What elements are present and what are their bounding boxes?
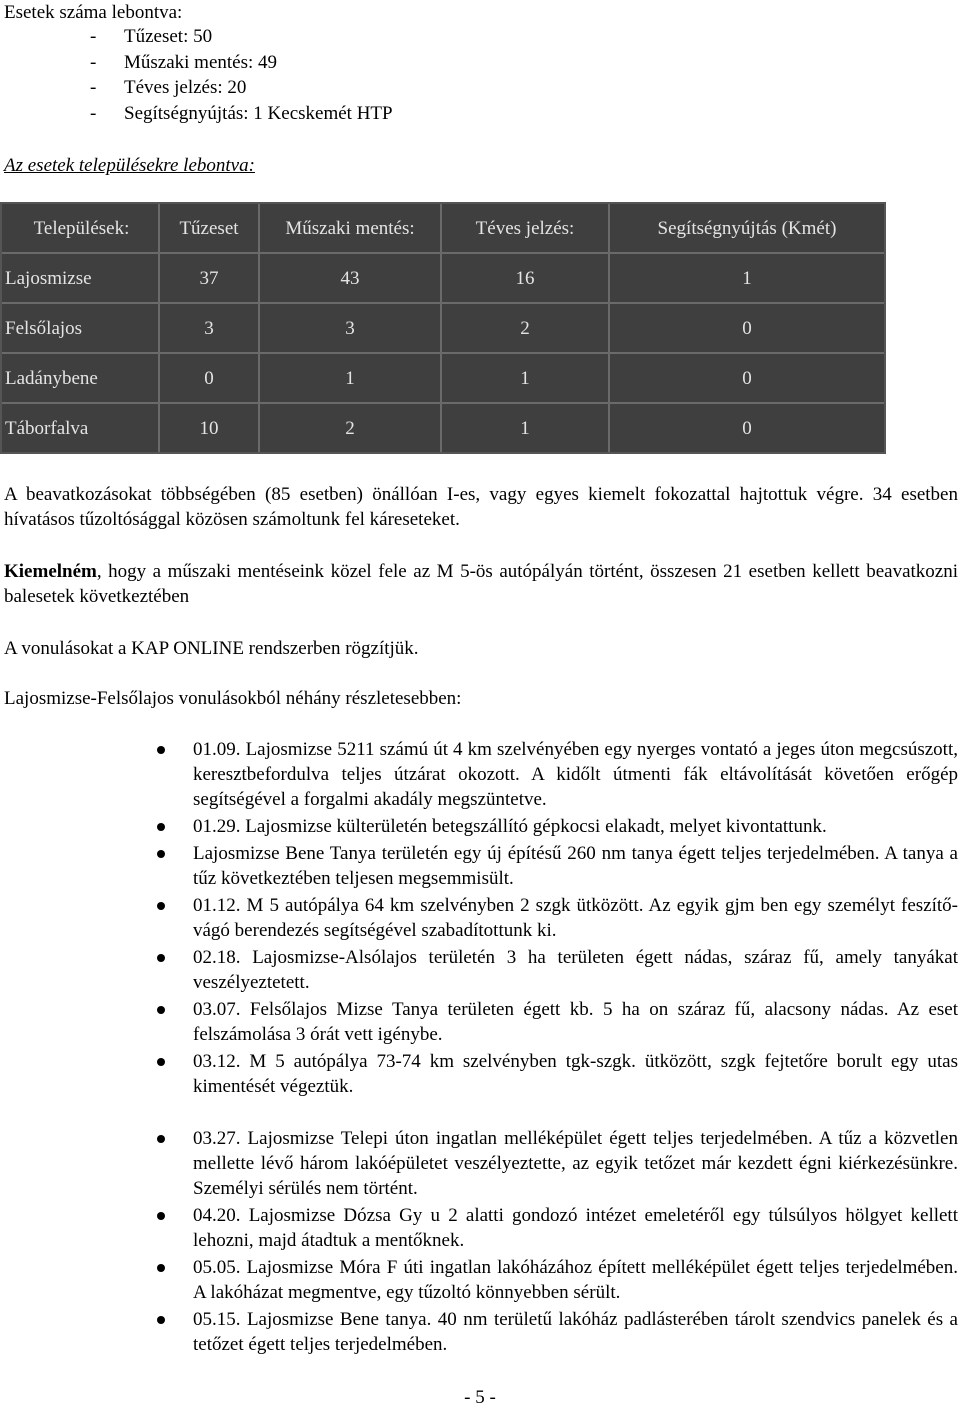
event-text: 01.12. M 5 autópálya 64 km szelvényben 2 szgk ütközött. Az egyik gjm ben egy személyt feszítő-vágó berendezés segítségével szabadítottunk ki. [193, 895, 958, 941]
list-item [0, 1049, 958, 1099]
dash-marker: - [90, 51, 97, 73]
list-item [0, 1255, 958, 1305]
event-text: 03.27. Lajosmizse Telepi úton ingatlan melléképület égett teljes terjedelmében. A tűz a közvetlen mellette lévő három lakóépületet veszélyeztette, az egyik tetőzet már kezdett égni kiérkezésünkre. Személyi sérülés nem történt. [193, 1128, 958, 1199]
case-breakdown-list [90, 24, 393, 126]
table-cell: 0 [160, 354, 260, 404]
table-cell: 3 [260, 304, 442, 354]
dash-marker: - [90, 77, 97, 98]
details-intro: Lajosmizse-Felsőlajos vonulásokból néhány részletesebben: [4, 688, 462, 709]
table-header-cell: Téves jelzés: [442, 204, 610, 254]
list-item [90, 101, 393, 127]
bullet-icon [157, 823, 165, 831]
list-item [90, 75, 393, 101]
registry-paragraph: A vonulásokat a KAP ONLINE rendszerben rögzítjük. [4, 638, 419, 659]
list-item [90, 24, 393, 50]
table-cell: 1 [442, 404, 610, 452]
table-row [2, 254, 884, 304]
table-header-cell: Segítségnyújtás (Kmét) [610, 204, 884, 254]
table-cell: 43 [260, 254, 442, 304]
bullet-icon [157, 1316, 165, 1324]
highlight-word: Kiemelném [4, 561, 97, 582]
table-cell: Lajosmizse [2, 254, 160, 304]
table-header-cell: Műszaki mentés: [260, 204, 442, 254]
event-text: 03.12. M 5 autópálya 73-74 km szelvényben tgk-szgk. ütközött, szgk fejtetőre borult egy utas kimentését végeztük. [193, 1051, 958, 1097]
list-item-text: Tűzeset: 50 [124, 26, 213, 47]
table-row [2, 304, 884, 354]
bullet-icon [157, 1212, 165, 1220]
table-cell: Ladánybene [2, 354, 160, 404]
list-item-text: Műszaki mentés: 49 [124, 51, 278, 73]
event-text: 04.20. Lajosmizse Dózsa Gy u 2 alatti gondozó intézet emeletéről egy túlsúlyos hölgyet kellett lehozni, majd átadtuk a mentőknek. [193, 1205, 958, 1251]
list-item [0, 1203, 958, 1253]
table-cell: 16 [442, 254, 610, 304]
list-item [90, 50, 393, 76]
table-header-cell: Települések: [2, 204, 160, 254]
event-text: 02.18. Lajosmizse-Alsólajos területén 3 ha területen égett nádas, száraz fű, amely tanyákat veszélyeztetett. [193, 947, 958, 993]
highlight-text: , hogy a műszaki mentéseink közel fele az M 5-ös autópályán történt, összesen 21 esetben kellett beavatkozni balesetek következtében [4, 561, 958, 607]
bullet-icon [157, 850, 165, 858]
dash-marker: - [90, 102, 97, 124]
table-cell: 1 [610, 254, 884, 304]
list-item [0, 945, 958, 995]
dash-marker: - [90, 26, 97, 47]
subheading: Az esetek településekre lebontva: [4, 155, 255, 176]
table-cell: 0 [742, 417, 752, 439]
list-item [0, 1126, 958, 1201]
settlement-cases-table [0, 202, 886, 454]
list-item-text: Téves jelzés: 20 [124, 77, 247, 98]
table-cell: 10 [160, 404, 260, 452]
table-header-cell: Tűzeset [160, 204, 260, 254]
table-cell: 1 [260, 354, 442, 404]
event-text: Lajosmizse Bene Tanya területén egy új építésű 260 nm tanya égett teljes terjedelmében. A tanya a tűz következtében teljesen megsemmisült. [193, 843, 958, 889]
table-cell: Felsőlajos [2, 304, 160, 354]
page-number: - 5 - [464, 1387, 496, 1408]
table-row [2, 354, 884, 404]
table-cell: 1 [442, 354, 610, 404]
table-cell: 3 [160, 304, 260, 354]
event-text: 05.05. Lajosmizse Móra F úti ingatlan lakóházához épített melléképület égett teljes terjedelmében. A lakóházat megmentve, egy tűzoltó könnyebben sérült. [193, 1257, 958, 1303]
table-cell: Táborfalva [2, 404, 160, 452]
bullet-icon [157, 1264, 165, 1272]
bullet-icon [157, 902, 165, 910]
list-item [0, 1307, 958, 1357]
list-item [0, 997, 958, 1047]
event-text: 01.29. Lajosmizse külterületén betegszállító gépkocsi elakadt, melyet kivontattunk. [193, 816, 827, 837]
event-text: 03.07. Felsőlajos Mizse Tanya területen égett kb. 5 ha on száraz fű, alacsony nádas. Az eset felszámolása 3 órát vett igénybe. [193, 999, 958, 1045]
bullet-icon [157, 746, 165, 754]
list-item-text: Segítségnyújtás: 1 Kecskemét HTP [124, 102, 393, 124]
table-cell: 2 [442, 304, 610, 354]
table-cell: 37 [160, 254, 260, 304]
table-cell: 0 [610, 304, 884, 354]
table-header-row [2, 204, 884, 254]
table-cell: 0 [610, 354, 884, 404]
list-item [0, 737, 958, 812]
bullet-icon [157, 1058, 165, 1066]
list-item [0, 893, 958, 943]
section-heading: Esetek száma lebontva: [4, 2, 183, 23]
event-list [0, 737, 958, 1359]
bullet-icon [157, 1006, 165, 1014]
interventions-paragraph: A beavatkozásokat többségében (85 esetben) önállóan I-es, vagy egyes kiemelt fokozattal hajtottuk végre. 34 esetben hívatásos tűzoltósággal közösen számoltunk fel káreseteket. [4, 484, 958, 530]
table-row [2, 404, 884, 452]
bullet-icon [157, 1135, 165, 1143]
list-item [0, 841, 958, 891]
highlight-paragraph [4, 559, 958, 609]
table-cell: 2 [260, 404, 442, 452]
event-text: 05.15. Lajosmizse Bene tanya. 40 nm területű lakóház padlásterében tárolt szendvics panelek és a tetőzet égett teljes terjedelmében. [193, 1309, 958, 1355]
event-text: 01.09. Lajosmizse 5211 számú út 4 km szelvényében egy nyerges vontató a jeges úton megcsúszott, keresztbefordulva teljes útzárat okozott. A kidőlt útmenti fák eltávolítását követően erőgép segítségével a forgalmi akadály megszüntetve. [193, 739, 958, 810]
list-item [0, 814, 958, 839]
bullet-icon [157, 954, 165, 962]
